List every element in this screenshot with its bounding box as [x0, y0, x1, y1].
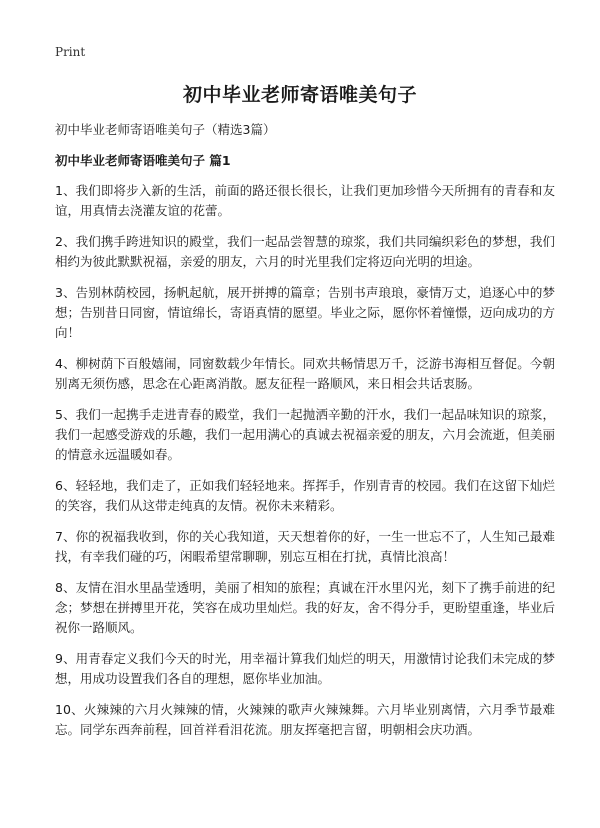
- page-title: 初中毕业老师寄语唯美句子: [182, 84, 417, 106]
- paragraph: 5、我们一起携手走进青春的殿堂，我们一起抛洒辛勤的汗水，我们一起品味知识的琼浆，我们一起感受游戏的乐趣，我们一起用满心的真诚去祝福亲爱的朋友，六月会流逝，但美丽的情意永远温暖如春。: [55, 407, 556, 462]
- paragraph: 2、我们携手跨进知识的殿堂，我们一起品尝智慧的琼浆，我们共同编织彩色的梦想，我们相约为彼此默默祝福，亲爱的朋友，六月的时光里我们定将迈向光明的坦途。: [55, 234, 555, 269]
- paragraph-list: [55, 181, 555, 751]
- section-heading: 初中毕业老师寄语唯美句子 篇1: [55, 153, 231, 168]
- paragraph: 8、友情在泪水里晶莹透明，美丽了相知的旅程；真诚在汗水里闪光，刻下了携手前进的纪念；梦想在拼搏里开花，笑容在成功里灿烂。我的好友，舍不得分手，更盼望重逢，毕业后祝你一路顺风。: [55, 580, 556, 635]
- paragraph: 10、火辣辣的六月火辣辣的情，火辣辣的歌声火辣辣舞。六月毕业别离情，六月季节最难忘。同学东西奔前程，回首祥看泪花流。朋友挥毫把言留，明朝相会庆功酒。: [55, 702, 555, 737]
- paragraph: 1、我们即将步入新的生活，前面的路还很长很长，让我们更加珍惜今天所拥有的青春和友谊，用真情去浇灌友谊的花蕾。: [55, 183, 555, 218]
- document-subtitle: 初中毕业老师寄语唯美句子（精选3篇）: [55, 122, 276, 137]
- print-link[interactable]: Print: [55, 45, 86, 59]
- paragraph: 9、用青春定义我们今天的时光，用幸福计算我们灿烂的明天，用激情讨论我们未完成的梦想，用成功设置我们各自的理想，愿你毕业加油。: [55, 651, 555, 686]
- paragraph: 3、告别林荫校园，扬帆起航，展开拼搏的篇章；告别书声琅琅，豪情万丈，追逐心中的梦想；告别昔日同窗，情谊绵长，寄语真情的愿望。毕业之际，愿你怀着憧憬，迈向成功的方向！: [55, 285, 556, 340]
- paragraph: 7、你的祝福我收到，你的关心我知道，天天想着你的好，一生一世忘不了，人生知己最难找，有幸我们碰的巧，闲暇希望常聊聊，别忘互相在打扰，真情比浪高！: [55, 529, 555, 564]
- paragraph: 4、柳树荫下百般嬉闹，同窗数载少年情长。同欢共畅情思万千，泛游书海相互督促。今朝别离无须伤感，思念在心距离消散。愿友征程一路顺风，来日相会共话衷肠。: [55, 356, 555, 391]
- paragraph: 6、轻轻地，我们走了，正如我们轻轻地来。挥挥手，作别青青的校园。我们在这留下灿烂的笑容，我们从这带走纯真的友情。祝你未来精彩。: [55, 478, 555, 513]
